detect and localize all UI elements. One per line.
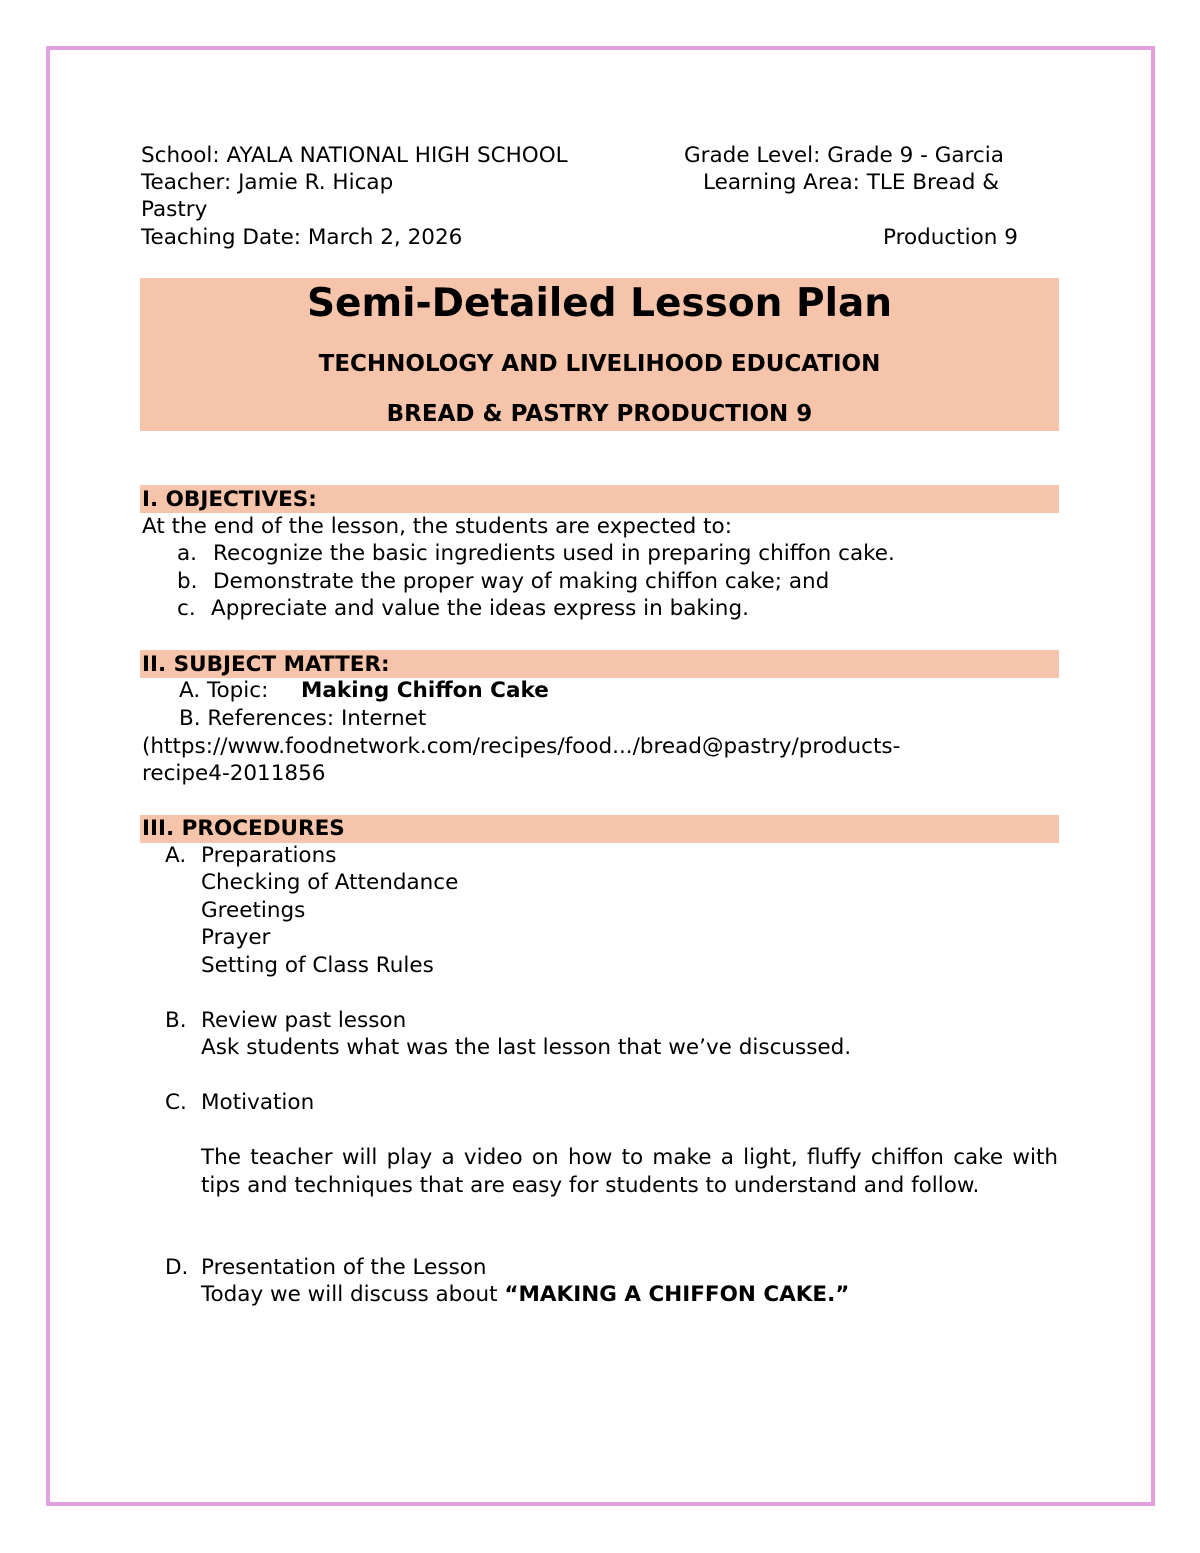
objective-marker: b. [177, 569, 198, 594]
subject-title: TECHNOLOGY AND LIVELIHOOD EDUCATION [318, 351, 881, 377]
presentation-text: Today we will discuss about [201, 1282, 505, 1307]
procedures-heading: III. PROCEDURES [142, 816, 345, 841]
objectives-intro: At the end of the lesson, the students are expected to: [142, 514, 732, 539]
procedure-title-preparations: Preparations [201, 843, 337, 868]
objectives-heading: I. OBJECTIVES: [142, 487, 317, 512]
teacher-label: Teacher: Jamie R. Hicap [141, 170, 394, 195]
procedure-title-presentation: Presentation of the Lesson [201, 1255, 487, 1280]
procedure-marker: A. [165, 843, 187, 868]
topic-value: Making Chiffon Cake [301, 678, 549, 703]
school-label: School: AYALA NATIONAL HIGH SCHOOL [141, 143, 568, 168]
learning-area-continued: Pastry [141, 197, 208, 222]
course-title: BREAD & PASTRY PRODUCTION 9 [386, 401, 813, 427]
list-item: Checking of Attendance [201, 870, 459, 895]
list-item: Greetings [201, 898, 306, 923]
list-item: Prayer [201, 925, 271, 950]
presentation-lesson-title: “MAKING A CHIFFON CAKE.” [504, 1282, 850, 1307]
procedure-marker: C. [165, 1090, 187, 1115]
topic-label: A. Topic: [179, 678, 269, 703]
objective-marker: a. [177, 541, 198, 566]
production-label: Production 9 [883, 225, 1018, 250]
procedure-text-review: Ask students what was the last lesson that we’ve discussed. [201, 1035, 852, 1060]
procedure-title-motivation: Motivation [201, 1090, 315, 1115]
reference-url-continued: recipe4-2011856 [142, 761, 326, 786]
procedure-marker: B. [165, 1008, 187, 1033]
objective-marker: c. [177, 596, 196, 621]
objective-item: Recognize the basic ingredients used in preparing chiffon cake. [213, 541, 895, 566]
procedure-text-motivation: The teacher will play a video on how to make a light, fluffy chiffon cake with tips and techniques that are easy for students to understand and follow. [201, 1145, 1058, 1198]
procedure-marker: D. [165, 1255, 189, 1280]
procedure-title-review: Review past lesson [201, 1008, 407, 1033]
list-item: Setting of Class Rules [201, 953, 434, 978]
objective-item: Appreciate and value the ideas express in baking. [211, 596, 749, 621]
reference-url: (https://www.foodnetwork.com/recipes/food.../bread@pastry/products- [142, 734, 901, 759]
page-title: Semi-Detailed Lesson Plan [306, 281, 893, 326]
procedure-text-presentation [201, 1281, 849, 1308]
references-label: B. References: Internet [179, 706, 427, 731]
subject-matter-heading: II. SUBJECT MATTER: [142, 652, 390, 677]
objective-item: Demonstrate the proper way of making chiffon cake; and [213, 569, 830, 594]
grade-level-label: Grade Level: Grade 9 - Garcia [684, 143, 1004, 168]
teaching-date-label: Teaching Date: March 2, 2026 [141, 225, 463, 250]
learning-area-label: Learning Area: TLE Bread & [703, 170, 1000, 195]
